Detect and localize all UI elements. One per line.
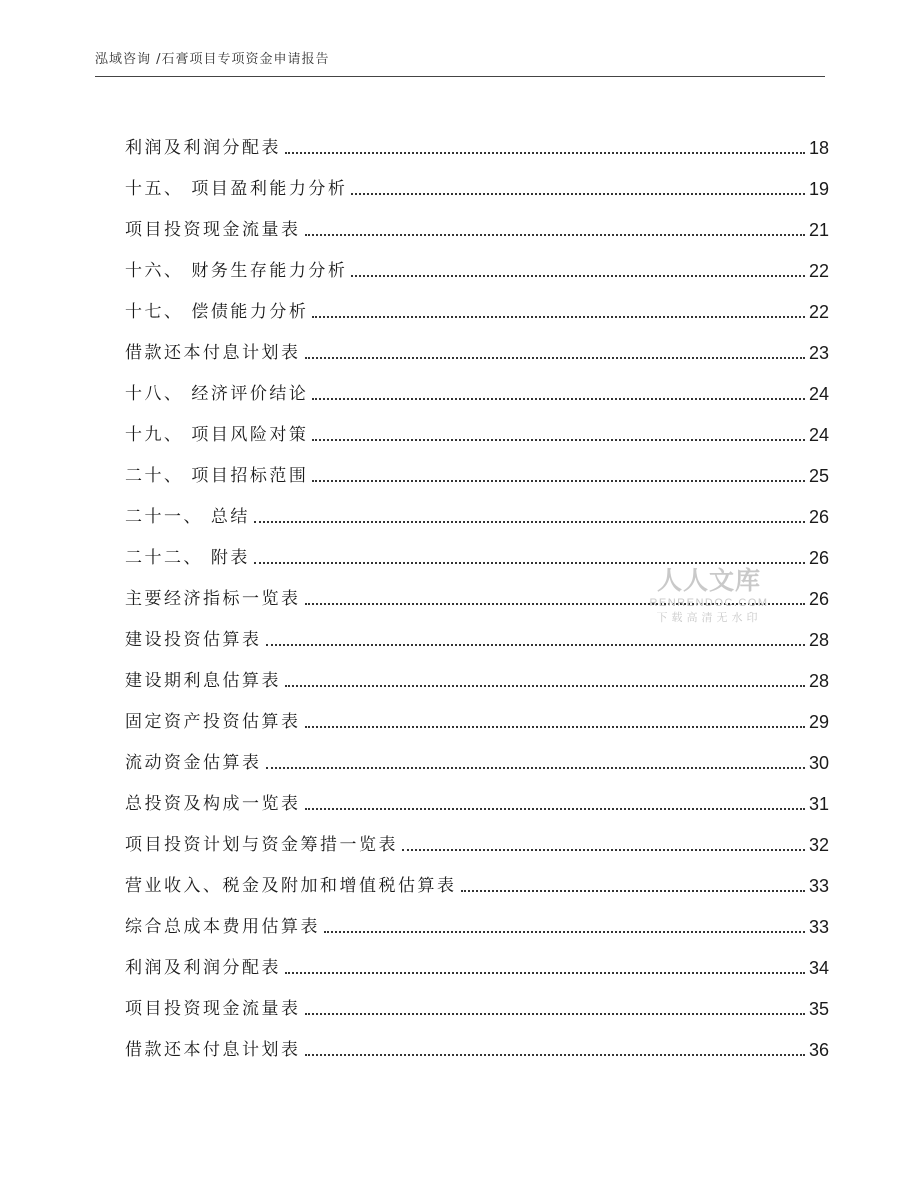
toc-entry[interactable] <box>125 118 829 159</box>
toc-entry[interactable] <box>125 569 829 610</box>
toc-entry-title: 二十一、 总结 <box>125 507 250 527</box>
toc-entry-title: 二十、 项目招标范围 <box>125 466 309 486</box>
toc-entry-title: 十六、 财务生存能力分析 <box>125 261 348 281</box>
toc-entry[interactable] <box>125 323 829 364</box>
toc-entry-title: 流动资金估算表 <box>125 753 262 773</box>
toc-dot-leader <box>305 234 805 236</box>
toc-entry-page: 23 <box>808 343 829 363</box>
toc-entry-page: 35 <box>808 999 829 1019</box>
toc-entry[interactable] <box>125 487 829 528</box>
toc-entry[interactable] <box>125 1020 829 1061</box>
toc-entry-title: 综合总成本费用估算表 <box>125 917 320 937</box>
toc-entry-title: 十七、 偿债能力分析 <box>125 302 309 322</box>
toc-dot-leader <box>266 767 805 769</box>
toc-dot-leader <box>266 644 805 646</box>
toc-entry[interactable] <box>125 364 829 405</box>
toc-dot-leader <box>305 1013 805 1015</box>
toc-entry-title: 借款还本付息计划表 <box>125 343 301 363</box>
header-text: 泓域咨询 /石膏项目专项资金申请报告 <box>95 52 330 67</box>
toc-dot-leader <box>305 726 805 728</box>
toc-entry[interactable] <box>125 159 829 200</box>
toc-entry-page: 24 <box>808 384 829 404</box>
watermark-subtitle: 下载高清无水印 <box>656 611 762 624</box>
page-header <box>95 52 825 77</box>
toc-entry-page: 36 <box>808 1040 829 1060</box>
toc-entry-page: 25 <box>808 466 829 486</box>
toc-dot-leader <box>285 685 805 687</box>
toc-entry-page: 32 <box>808 835 829 855</box>
toc-dot-leader <box>254 521 805 523</box>
toc-dot-leader <box>351 275 805 277</box>
toc-entry[interactable] <box>125 856 829 897</box>
toc-entry-page: 28 <box>808 671 829 691</box>
toc-dot-leader <box>285 152 805 154</box>
toc-entry[interactable] <box>125 774 829 815</box>
toc-entry-title: 总投资及构成一览表 <box>125 794 301 814</box>
toc-entry-title: 项目投资现金流量表 <box>125 220 301 240</box>
toc-dot-leader <box>305 357 805 359</box>
toc-entry[interactable] <box>125 692 829 733</box>
toc-entry-page: 31 <box>808 794 829 814</box>
toc-dot-leader <box>305 1054 805 1056</box>
toc-dot-leader <box>285 972 805 974</box>
toc-dot-leader <box>312 316 805 318</box>
toc-entry[interactable] <box>125 405 829 446</box>
toc-dot-leader <box>305 603 805 605</box>
toc-entry-title: 十八、 经济评价结论 <box>125 384 309 404</box>
toc-entry-title: 建设期利息估算表 <box>125 671 281 691</box>
toc-dot-leader <box>305 808 805 810</box>
toc-entry-page: 22 <box>808 261 829 281</box>
toc-entry[interactable] <box>125 897 829 938</box>
toc-dot-leader <box>312 480 805 482</box>
toc-entry[interactable] <box>125 528 829 569</box>
toc-entry[interactable] <box>125 241 829 282</box>
toc-entry-page: 18 <box>808 138 829 158</box>
watermark-domain: RENRENDOC.COM <box>649 597 769 609</box>
toc-entry-title: 利润及利润分配表 <box>125 138 281 158</box>
toc-entry-title: 建设投资估算表 <box>125 630 262 650</box>
toc-entry[interactable] <box>125 282 829 323</box>
toc-entry-page: 33 <box>808 917 829 937</box>
toc-entry[interactable] <box>125 733 829 774</box>
toc-entry-page: 30 <box>808 753 829 773</box>
toc-entry-page: 26 <box>808 589 829 609</box>
toc-entry[interactable] <box>125 815 829 856</box>
toc-dot-leader <box>461 890 805 892</box>
toc-entry[interactable] <box>125 446 829 487</box>
toc-dot-leader <box>312 439 805 441</box>
toc-entry-page: 28 <box>808 630 829 650</box>
toc-entry-title: 十九、 项目风险对策 <box>125 425 309 445</box>
toc-entry-title: 二十二、 附表 <box>125 548 250 568</box>
toc-entry-page: 26 <box>808 507 829 527</box>
toc-entry-page: 21 <box>808 220 829 240</box>
toc-entry[interactable] <box>125 651 829 692</box>
toc-entry-page: 29 <box>808 712 829 732</box>
toc-entry-page: 24 <box>808 425 829 445</box>
toc-entry[interactable] <box>125 610 829 651</box>
toc-entry-page: 34 <box>808 958 829 978</box>
toc-entry-page: 22 <box>808 302 829 322</box>
toc-dot-leader <box>402 849 805 851</box>
toc-dot-leader <box>312 398 805 400</box>
toc-entry-title: 营业收入、税金及附加和增值税估算表 <box>125 876 457 896</box>
toc-entry-title: 借款还本付息计划表 <box>125 1040 301 1060</box>
table-of-contents <box>125 118 829 1061</box>
toc-entry[interactable] <box>125 200 829 241</box>
toc-entry-title: 项目投资计划与资金筹措一览表 <box>125 835 398 855</box>
toc-entry[interactable] <box>125 979 829 1020</box>
toc-entry-title: 项目投资现金流量表 <box>125 999 301 1019</box>
toc-dot-leader <box>254 562 805 564</box>
toc-entry-page: 33 <box>808 876 829 896</box>
toc-entry-page: 19 <box>808 179 829 199</box>
toc-entry-title: 固定资产投资估算表 <box>125 712 301 732</box>
toc-dot-leader <box>351 193 805 195</box>
toc-entry-title: 十五、 项目盈利能力分析 <box>125 179 348 199</box>
toc-entry-page: 26 <box>808 548 829 568</box>
toc-entry[interactable] <box>125 938 829 979</box>
toc-entry-title: 主要经济指标一览表 <box>125 589 301 609</box>
toc-dot-leader <box>324 931 805 933</box>
watermark-title: 人人文库 <box>656 566 761 595</box>
toc-entry-title: 利润及利润分配表 <box>125 958 281 978</box>
